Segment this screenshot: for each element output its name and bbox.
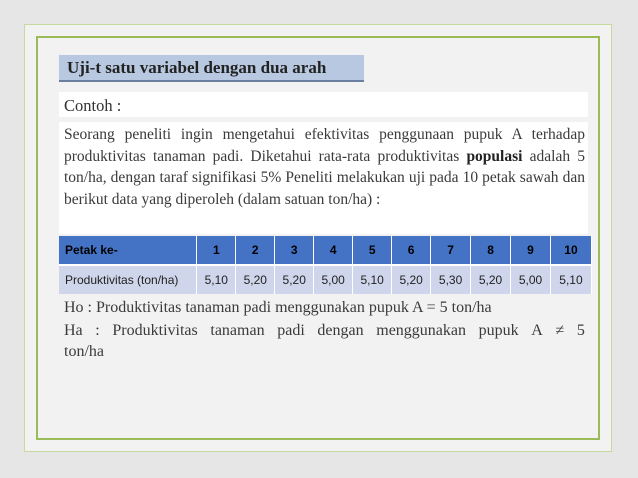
table-row-label: Produktivitas (ton/ha): [59, 265, 197, 294]
slide-title: Uji-t satu variabel dengan dua arah: [67, 58, 327, 77]
hypothesis-ha-word: ≠: [555, 322, 565, 339]
hypothesis-ha-word: Produktivitas: [112, 322, 198, 339]
table-cell: 5,00: [314, 265, 353, 294]
table-header-cell: 3: [275, 236, 314, 265]
hypothesis-ha-word: menggunakan: [376, 322, 466, 339]
paragraph-part2: adalah 5 ton/ha, dengan taraf signifikasi 5% Peneliti melakukan uji pada 10 petak sawah dan berikut data yang diperoleh (dalam satuan ton/ha) :: [64, 147, 585, 208]
table-header-label: Petak ke-: [59, 236, 197, 265]
hypothesis-ha: [64, 320, 585, 362]
table-header-cell: 1: [197, 236, 236, 265]
table-header-cell: 8: [471, 236, 511, 265]
data-table: [59, 236, 592, 294]
contoh-box: [59, 92, 588, 117]
hypothesis-ha-word: pupuk: [478, 322, 519, 339]
contoh-label: Contoh :: [64, 96, 122, 115]
table-row: [59, 265, 592, 294]
table-cell: 5,20: [471, 265, 511, 294]
table-header-cell: 10: [550, 236, 591, 265]
hypothesis-ha-word: :: [95, 322, 100, 339]
table-header-cell: 7: [431, 236, 471, 265]
table-header-row: [59, 236, 592, 265]
table-cell: 5,20: [236, 265, 275, 294]
table-cell: 5,20: [392, 265, 431, 294]
table-header-cell: 2: [236, 236, 275, 265]
table-header-cell: 5: [353, 236, 392, 265]
hypothesis-ho: Ho : Produktivitas tanaman padi menggunakan pupuk A = 5 ton/ha: [64, 299, 492, 316]
table-header-cell: 9: [511, 236, 551, 265]
hypothesis-ha-line: [64, 320, 585, 341]
problem-paragraph: [64, 124, 585, 210]
hypothesis-ha-word: A: [531, 322, 543, 339]
table-cell: 5,10: [353, 265, 392, 294]
hypothesis-ha-word: dengan: [317, 322, 364, 339]
paragraph-part1: Seorang peneliti ingin mengetahui efektivitas penggunaan pupuk A terhadap produktivitas tanaman padi. Diketahui rata-rata produktivitas: [64, 126, 585, 165]
hypothesis-ha-word: padi: [277, 322, 305, 339]
table-cell: 5,10: [197, 265, 236, 294]
hypothesis-ha-word: 5: [576, 322, 585, 339]
table-cell: 5,30: [431, 265, 471, 294]
table-header-cell: 6: [392, 236, 431, 265]
table-cell: 5,10: [550, 265, 591, 294]
table-cell: 5,20: [275, 265, 314, 294]
hypothesis-ha-tail: ton/ha: [64, 343, 104, 360]
hypothesis-ha-word: tanaman: [210, 322, 265, 339]
table-cell: 5,00: [511, 265, 551, 294]
hypothesis-ha-word: Ha: [64, 322, 83, 339]
table-header-cell: 4: [314, 236, 353, 265]
paragraph-bold-word: populasi: [466, 147, 523, 165]
